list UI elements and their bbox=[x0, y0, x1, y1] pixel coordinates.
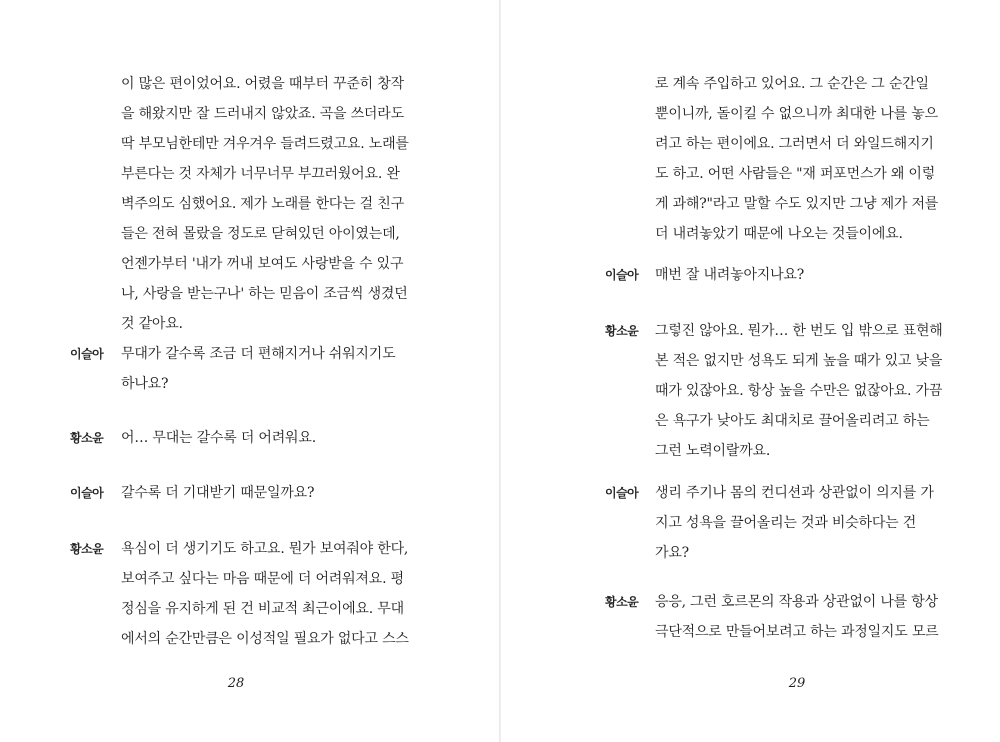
text-line: 더 내려놓았기 때문에 나오는 것들이에요. bbox=[655, 226, 903, 242]
dialogue-text bbox=[655, 69, 940, 249]
text-line: 어… 무대는 갈수록 더 어려워요. bbox=[121, 430, 316, 446]
text-line: 은 욕구가 낮아도 최대치로 끌어올리려고 하는 bbox=[655, 413, 930, 429]
speaker-name: 황소윤 bbox=[605, 595, 639, 609]
text-line: 려고 하는 편이에요. 그러면서 더 와일드해지기 bbox=[655, 136, 934, 152]
page-number: 28 bbox=[227, 676, 245, 691]
text-line: 벽주의도 심했어요. 제가 노래를 한다는 걸 친구 bbox=[121, 196, 404, 212]
text-line: 언젠가부터 '내가 꺼내 보여도 사랑받을 수 있구 bbox=[121, 256, 404, 272]
text-line: 생리 주기나 몸의 컨디션과 상관없이 의지를 가 bbox=[655, 485, 934, 501]
speaker-name: 이슬아 bbox=[70, 486, 104, 500]
text-line: 가요? bbox=[655, 545, 689, 561]
text-line: 들은 전혀 몰랐을 정도로 닫혀있던 아이였는데, bbox=[121, 226, 400, 242]
text-line: 로 계속 주입하고 있어요. 그 순간은 그 순간일 bbox=[655, 76, 929, 92]
text-line: 것 같아요. bbox=[121, 316, 183, 332]
text-line: 나, 사랑을 받는구나' 하는 믿음이 조금씩 생겼던 bbox=[121, 286, 408, 302]
speaker-name: 이슬아 bbox=[605, 268, 639, 282]
text-line: 응응, 그런 호르몬의 작용과 상관없이 나를 항상 bbox=[655, 594, 938, 610]
text-line: 때가 있잖아요. 항상 높을 수만은 없잖아요. 가끔 bbox=[655, 383, 943, 399]
text-line: 욕심이 더 생기기도 하고요. 뭔가 보여줘야 한다, bbox=[121, 541, 409, 557]
dialogue-text bbox=[121, 534, 411, 654]
speaker-name: 황소윤 bbox=[70, 431, 104, 445]
text-line: 을 해왔지만 잘 드러내지 않았죠. 곡을 쓰더라도 bbox=[121, 106, 404, 122]
speaker-name: 황소윤 bbox=[605, 324, 639, 338]
text-line: 극단적으로 만들어보려고 하는 과정일지도 모르 bbox=[655, 624, 939, 640]
text-line: 게 과해?"라고 말할 수도 있지만 그냥 제가 저를 bbox=[655, 196, 939, 212]
dialogue-text bbox=[121, 478, 411, 508]
dialogue-text bbox=[121, 339, 411, 399]
text-line: 그렇진 않아요. 뭔가… 한 번도 입 밖으로 표현해 bbox=[655, 323, 943, 339]
text-line: 보여주고 싶다는 마음 때문에 더 어려워져요. 평 bbox=[121, 571, 404, 587]
text-line: 무대가 갈수록 조금 더 편해지거나 쉬워지기도 bbox=[121, 346, 396, 362]
text-line: 지고 성욕을 끌어올리는 것과 비슷하다는 건 bbox=[655, 515, 917, 531]
dialogue-text bbox=[121, 423, 411, 453]
text-line: 정심을 유지하게 된 건 비교적 최근이에요. 무대 bbox=[121, 601, 404, 617]
text-line: 에서의 순간만큼은 이성적일 필요가 없다고 스스 bbox=[121, 631, 409, 647]
dialogue-text bbox=[655, 587, 940, 647]
text-line: 갈수록 더 기대받기 때문일까요? bbox=[121, 485, 315, 501]
speaker-name: 황소윤 bbox=[70, 542, 104, 556]
speaker-name: 이슬아 bbox=[605, 486, 639, 500]
text-line: 뿐이니까, 돌이킬 수 없으니까 최대한 나를 놓으 bbox=[655, 106, 938, 122]
text-line: 하나요? bbox=[121, 376, 169, 392]
dialogue-text bbox=[121, 69, 411, 339]
text-line: 부른다는 것 자체가 너무너무 부끄러웠어요. 완 bbox=[121, 166, 400, 182]
right-page bbox=[501, 0, 1000, 742]
text-line: 딱 부모님한테만 겨우겨우 들려드렸고요. 노래를 bbox=[121, 136, 409, 152]
text-line: 본 적은 없지만 성욕도 되게 높을 때가 있고 낮을 bbox=[655, 353, 943, 369]
text-line: 도 하고. 어떤 사람들은 "재 퍼포먼스가 왜 이렇 bbox=[655, 166, 936, 182]
left-page bbox=[0, 0, 499, 742]
dialogue-text bbox=[655, 478, 940, 568]
text-line: 매번 잘 내려놓아지나요? bbox=[655, 267, 805, 283]
text-line: 이 많은 편이었어요. 어렸을 때부터 꾸준히 창작 bbox=[121, 76, 404, 92]
text-line: 그런 노력이랄까요. bbox=[655, 443, 771, 459]
speaker-name: 이슬아 bbox=[70, 347, 104, 361]
dialogue-text bbox=[655, 316, 943, 466]
dialogue-text bbox=[655, 260, 940, 290]
page-number: 29 bbox=[788, 676, 806, 691]
